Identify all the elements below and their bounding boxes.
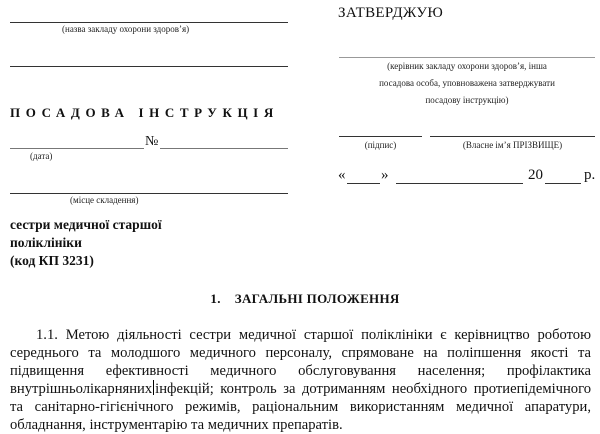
head-caption-line-3: посадову інструкцію) xyxy=(425,95,509,105)
institution-caption: (назва закладу охорони здоров’я) xyxy=(62,24,190,34)
institution-name-line[interactable] xyxy=(10,22,288,23)
position-title-line-3: (код КП 3231) xyxy=(10,253,94,268)
year-field[interactable] xyxy=(545,183,581,184)
section-heading xyxy=(0,291,600,307)
name-line[interactable] xyxy=(430,136,595,137)
number-line[interactable] xyxy=(160,148,288,149)
paragraph-line-4: внутрішньолікарняних інфекцій; контроль за дотриманням необхідного протиепідемічного xyxy=(10,381,591,397)
paragraph-1-1[interactable] xyxy=(10,326,591,434)
paragraph-line-2: середнього та молодшого медичного персоналу, спрямоване на поліпшення якості та xyxy=(10,345,591,361)
date-caption: (дата) xyxy=(30,151,53,161)
paragraph-line-6: обладнання, інструментарію та медичних препаратів. xyxy=(10,417,343,433)
signature-line[interactable] xyxy=(339,136,422,137)
paragraph-line-1: 1.1. Метою діяльності сестри медичної старшої поліклініки є керівництво роботою xyxy=(36,327,591,343)
year-suffix: р. xyxy=(584,167,596,183)
approve-label: ЗАТВЕРДЖУЮ xyxy=(338,5,444,21)
section-number: 1. xyxy=(210,291,221,306)
date-line[interactable] xyxy=(10,148,144,149)
position-title-line-1: сестри медичної старшої xyxy=(10,217,162,232)
head-caption-line-2: посадова особа, уповноважена затверджувати xyxy=(379,78,555,88)
position-title xyxy=(10,216,210,270)
text-cursor xyxy=(153,380,154,395)
month-field[interactable] xyxy=(396,183,523,184)
document-title: ПОСАДОВА ІНСТРУКЦІЯ xyxy=(10,105,279,120)
signature-caption: (підпис) xyxy=(364,140,397,150)
day-field[interactable] xyxy=(347,183,380,184)
year-prefix: 20 xyxy=(528,167,543,183)
paragraph-number: 1.1. xyxy=(36,327,58,343)
number-sign: № xyxy=(145,134,159,149)
paragraph-line-3: підвищення ефективності медичного обслуговування населення; профілактика xyxy=(10,363,591,379)
approval-date-row xyxy=(338,167,598,187)
section-title: ЗАГАЛЬНІ ПОЛОЖЕННЯ xyxy=(234,291,400,306)
institution-extra-line[interactable] xyxy=(10,66,288,67)
position-title-line-2: поліклініки xyxy=(10,235,82,250)
open-quote: « xyxy=(338,167,346,183)
place-caption: (місце складення) xyxy=(70,195,139,205)
head-caption-line-1: (керівник закладу охорони здоров’я, інша xyxy=(387,61,547,71)
head-line[interactable] xyxy=(339,57,595,58)
paragraph-line-5: та санітарно-гігієнічного режимів, раціональним використанням медичної апаратури, xyxy=(10,399,591,415)
place-line[interactable] xyxy=(10,193,288,194)
close-quote: » xyxy=(381,167,389,183)
name-caption: (Власне ім’я ПРІЗВИЩЕ) xyxy=(462,140,563,150)
